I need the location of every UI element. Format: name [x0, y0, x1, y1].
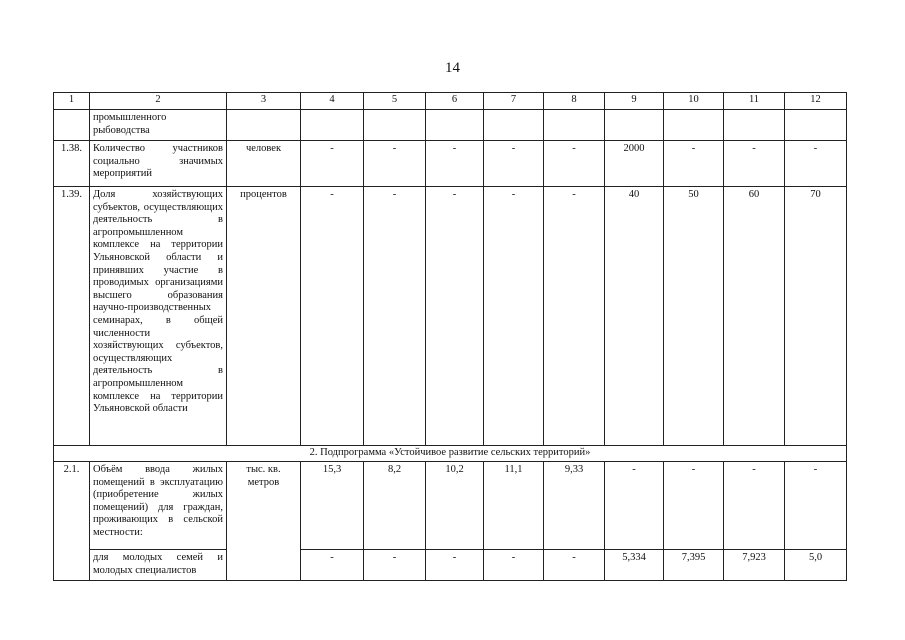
value-cell: - — [544, 187, 605, 446]
row-number: 1.39. — [54, 187, 90, 446]
unit: процентов — [227, 187, 301, 446]
value-cell: 70 — [785, 187, 847, 446]
value-cell: 8,2 — [364, 462, 426, 550]
indicator-name: Количество участников социально значимых мероприятий — [90, 141, 227, 187]
value-cell: 5,334 — [605, 550, 664, 581]
value-cell: - — [301, 141, 364, 187]
row-number — [54, 110, 90, 141]
page-number: 14 — [445, 60, 460, 76]
value-cell: 15,3 — [301, 462, 364, 550]
value-cell: 2000 — [605, 141, 664, 187]
column-header: 6 — [426, 93, 484, 110]
row-number: 2.1. — [54, 462, 90, 581]
value-cell: 40 — [605, 187, 664, 446]
value-cell: - — [426, 141, 484, 187]
value-cell — [785, 110, 847, 141]
column-header: 2 — [90, 93, 227, 110]
column-header: 3 — [227, 93, 301, 110]
unit: тыс. кв. метров — [227, 462, 301, 581]
value-cell: 7,395 — [664, 550, 724, 581]
value-cell — [484, 110, 544, 141]
value-cell: 5,0 — [785, 550, 847, 581]
column-header: 1 — [54, 93, 90, 110]
value-cell: - — [426, 550, 484, 581]
value-cell: - — [301, 550, 364, 581]
unit — [227, 110, 301, 141]
value-cell: - — [544, 141, 605, 187]
value-cell: 7,923 — [724, 550, 785, 581]
indicator-name: для молодых семей и молодых специалистов — [90, 550, 227, 581]
value-cell — [364, 110, 426, 141]
value-cell: - — [664, 462, 724, 550]
table-row — [54, 110, 847, 141]
value-cell — [605, 110, 664, 141]
value-cell — [426, 110, 484, 141]
section-row — [54, 446, 847, 462]
table-row — [54, 462, 847, 550]
value-cell: - — [544, 550, 605, 581]
unit: человек — [227, 141, 301, 187]
value-cell — [301, 110, 364, 141]
value-cell: - — [605, 462, 664, 550]
value-cell: 50 — [664, 187, 724, 446]
column-header: 4 — [301, 93, 364, 110]
value-cell: 9,33 — [544, 462, 605, 550]
value-cell: - — [364, 141, 426, 187]
indicator-name: промышленного рыбоводства — [90, 110, 227, 141]
value-cell: 60 — [724, 187, 785, 446]
value-cell: - — [724, 462, 785, 550]
value-cell: - — [724, 141, 785, 187]
value-cell: - — [664, 141, 724, 187]
value-cell — [664, 110, 724, 141]
table-row — [54, 550, 847, 581]
indicator-name: Доля хозяйствующих субъектов, осуществляющих деятельность в агропромышленном комплексе на территории Ульяновской области и принявших участие в проводимых организациями высшего образования научно-производственных семинарах, в общей численности хозяйствующих субъектов, осуществляющих деятельность в агропромышленном комплексе на территории Ульяновской области — [90, 187, 227, 446]
column-header: 5 — [364, 93, 426, 110]
column-header: 8 — [544, 93, 605, 110]
value-cell: - — [364, 187, 426, 446]
column-header-row — [54, 93, 847, 110]
value-cell: - — [426, 187, 484, 446]
value-cell: 11,1 — [484, 462, 544, 550]
value-cell: - — [785, 462, 847, 550]
table-row — [54, 141, 847, 187]
indicators-table — [53, 92, 847, 581]
indicator-name: Объём ввода жилых помещений в эксплуатацию (приобретение жилых помещений) для граждан, проживающих в сельской местности: — [90, 462, 227, 550]
section-title: 2. Подпрограмма «Устойчивое развитие сельских территорий» — [54, 446, 847, 462]
value-cell — [724, 110, 785, 141]
value-cell: - — [785, 141, 847, 187]
value-cell: - — [364, 550, 426, 581]
row-number: 1.38. — [54, 141, 90, 187]
value-cell: - — [484, 187, 544, 446]
table-row — [54, 187, 847, 446]
value-cell: 10,2 — [426, 462, 484, 550]
value-cell: - — [484, 550, 544, 581]
column-header: 11 — [724, 93, 785, 110]
value-cell — [544, 110, 605, 141]
column-header: 12 — [785, 93, 847, 110]
value-cell: - — [484, 141, 544, 187]
column-header: 9 — [605, 93, 664, 110]
column-header: 10 — [664, 93, 724, 110]
column-header: 7 — [484, 93, 544, 110]
value-cell: - — [301, 187, 364, 446]
